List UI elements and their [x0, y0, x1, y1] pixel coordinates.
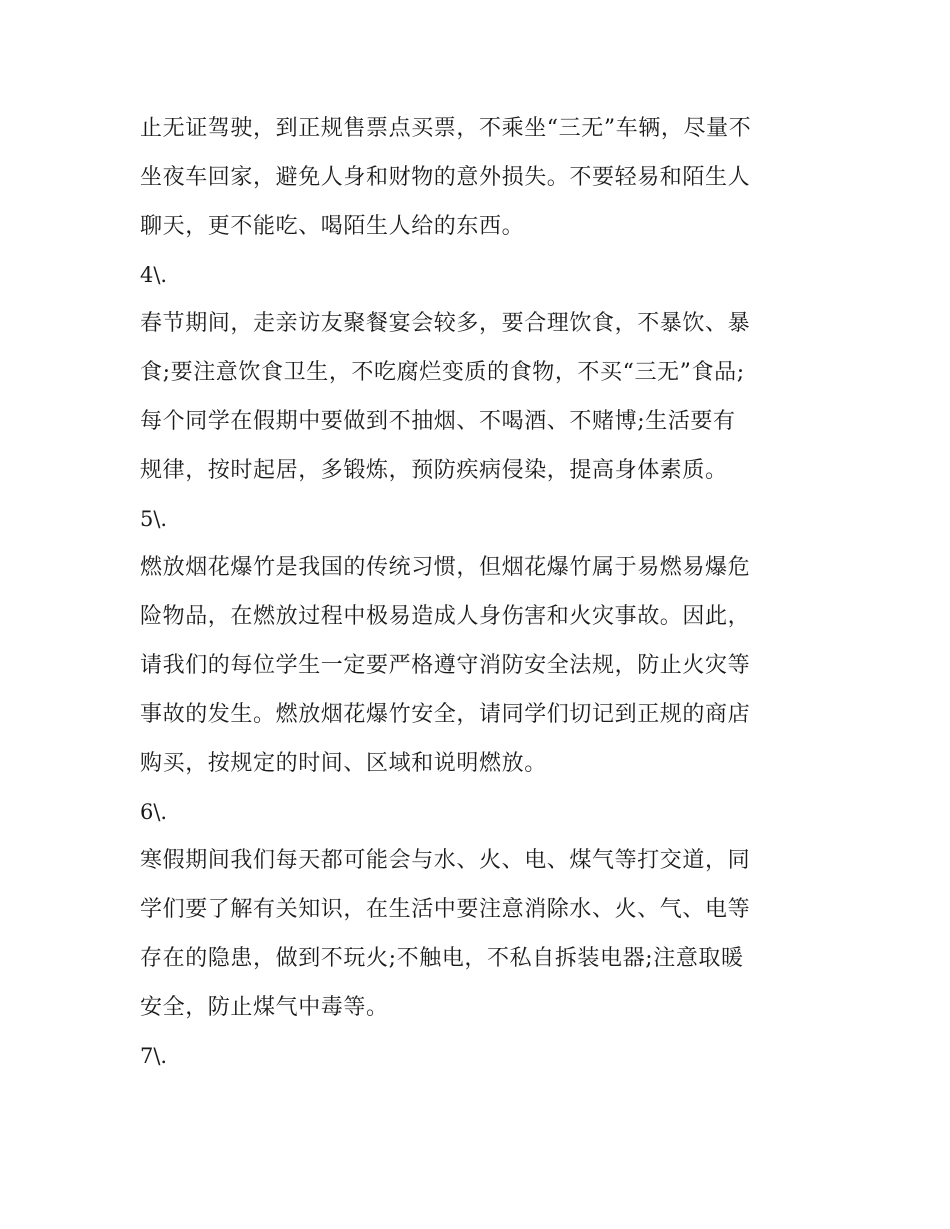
document-body [140, 104, 820, 1080]
item-6-paragraph [140, 836, 820, 1032]
item-4-marker: 4\. [140, 263, 168, 287]
text-line: 燃放烟花爆竹是我国的传统习惯，但烟花爆竹属于易燃易爆危 [140, 555, 751, 580]
text-line: 存在的隐患，做到不玩火;不触电，不私自拆装电器;注意取暖 [140, 946, 744, 971]
text-line: 止无证驾驶，到正规售票点买票，不乘坐“三无”车辆，尽量不 [140, 116, 752, 141]
text-line: 寒假期间我们每天都可能会与水、火、电、煤气等打交道，同 [140, 848, 751, 873]
text-line: 购买，按规定的时间、区域和说明燃放。 [140, 751, 547, 776]
text-line: 春节期间，走亲访友聚餐宴会较多，要合理饮食，不暴饮、暴 [140, 311, 751, 336]
text-line: 规律，按时起居，多锻炼，预防疾病侵染，提高身体素质。 [140, 458, 728, 483]
text-line: 安全，防止煤气中毒等。 [140, 995, 389, 1020]
item-6-marker: 6\. [140, 800, 168, 824]
text-line: 险物品，在燃放过程中极易造成人身伤害和火灾事故。因此， [140, 604, 751, 629]
text-line: 学们要了解有关知识，在生活中要注意消除水、火、气、电等 [140, 897, 751, 922]
text-line: 请我们的每位学生一定要严格遵守消防安全法规，防止火灾等 [140, 653, 751, 678]
item-5-paragraph [140, 543, 820, 788]
text-line: 食;要注意饮食卫生，不吃腐烂变质的食物，不买“三无”食品; [140, 360, 745, 385]
paragraph-3-continued [140, 104, 820, 251]
text-line: 每个同学在假期中要做到不抽烟、不喝酒、不赌博;生活要有 [140, 409, 736, 434]
text-line: 事故的发生。燃放烟花爆竹安全，请同学们切记到正规的商店 [140, 702, 751, 727]
item-5-marker: 5\. [140, 507, 168, 531]
text-line: 坐夜车回家，避免人身和财物的意外损失。不要轻易和陌生人 [140, 165, 751, 190]
item-7-marker: 7\. [140, 1044, 168, 1068]
item-4-paragraph [140, 299, 820, 495]
text-line: 聊天，更不能吃、喝陌生人给的东西。 [140, 214, 525, 239]
